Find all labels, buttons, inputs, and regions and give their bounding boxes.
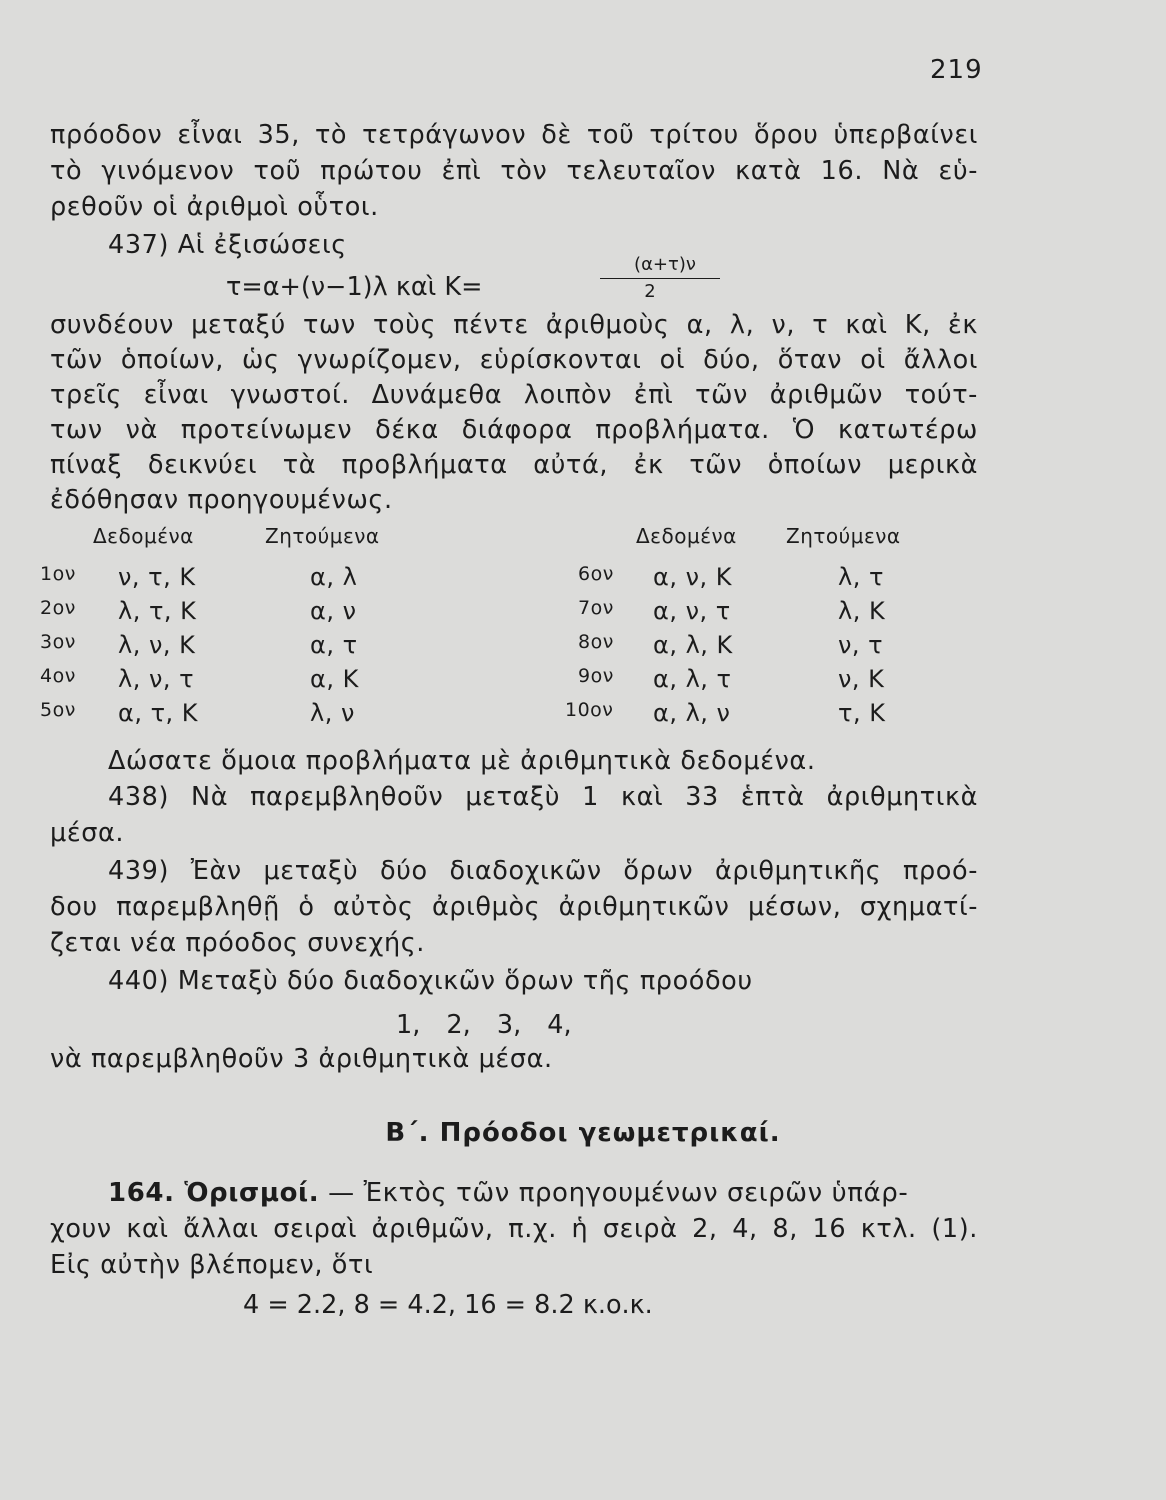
table-row-number: 8ον bbox=[578, 631, 614, 653]
sequence: 1, 2, 3, 4, bbox=[396, 1010, 572, 1040]
table-cell-sought: α, λ bbox=[310, 563, 358, 591]
table-cell-given: α, ν, τ bbox=[653, 597, 731, 625]
text-line: Εἰς αὐτὴν βλέπομεν, ὅτι bbox=[50, 1250, 374, 1280]
table-row-number: 6ον bbox=[578, 563, 614, 585]
equation-fraction bbox=[600, 254, 720, 302]
table-cell-sought: α, τ bbox=[310, 631, 358, 659]
table-cell-sought: ν, τ bbox=[838, 631, 884, 659]
table-cell-sought: λ, Κ bbox=[838, 597, 886, 625]
table-cell-sought: λ, ν bbox=[310, 699, 355, 727]
table-cell-given: ν, τ, Κ bbox=[118, 563, 196, 591]
text-line: δου παρεμβληθῇ ὁ αὐτὸς ἀριθμὸς ἀριθμητικῶν μέσων, σχηματί- bbox=[50, 892, 978, 922]
section-heading bbox=[0, 1118, 1166, 1148]
table-row-number: 10ον bbox=[565, 699, 614, 721]
fraction-bar bbox=[600, 278, 720, 279]
fraction-numerator: (α+τ)ν bbox=[634, 254, 696, 275]
exercise-439: 439) Ἐὰν μεταξὺ δύο διαδοχικῶν ὅρων ἀριθμητικῆς προό- bbox=[108, 856, 978, 886]
fraction-denominator: 2 bbox=[644, 281, 656, 302]
table-header-sought-left: Ζητούμενα bbox=[265, 524, 380, 548]
table-row-number: 7ον bbox=[578, 597, 614, 619]
table-row-number: 1ον bbox=[40, 563, 76, 585]
equation-left: τ=α+(ν−1)λ καὶ Κ= bbox=[226, 272, 483, 302]
text-line: Δώσατε ὅμοια προβλήματα μὲ ἀριθμητικὰ δεδομένα. bbox=[108, 746, 816, 776]
text-line: πρόοδον εἶναι 35, τὸ τετράγωνον δὲ τοῦ τρίτου ὅρου ὑπερβαίνει bbox=[50, 120, 978, 150]
table-cell-sought: λ, τ bbox=[838, 563, 884, 591]
table-row-number: 4ον bbox=[40, 665, 76, 687]
text-line: των νὰ προτείνωμεν δέκα διάφορα προβλήματα. Ὁ κατωτέρω bbox=[50, 415, 978, 445]
text-line: ζεται νέα πρόοδος συνεχής. bbox=[50, 928, 426, 958]
table-row-number: 2ον bbox=[40, 597, 76, 619]
table-cell-given: λ, ν, τ bbox=[118, 665, 195, 693]
table-header-given-right: Δεδομένα bbox=[636, 524, 737, 548]
table-cell-sought: τ, Κ bbox=[838, 699, 886, 727]
table-cell-given: α, ν, Κ bbox=[653, 563, 732, 591]
table-row-number: 5ον bbox=[40, 699, 76, 721]
table-cell-given: α, λ, Κ bbox=[653, 631, 733, 659]
section-heading-text: Β΄. Πρόοδοι γεωμετρικαί. bbox=[385, 1118, 781, 1148]
table-cell-given: λ, ν, Κ bbox=[118, 631, 196, 659]
table-header-given-left: Δεδομένα bbox=[93, 524, 194, 548]
text-line: τὸ γινόμενον τοῦ πρώτου ἐπὶ τὸν τελευταῖον κατὰ 16. Νὰ εὑ- bbox=[50, 156, 978, 186]
table-cell-given: α, λ, τ bbox=[653, 665, 732, 693]
table-cell-given: α, λ, ν bbox=[653, 699, 731, 727]
text-line: ἐδόθησαν προηγουμένως. bbox=[50, 485, 393, 515]
text-line: νὰ παρεμβληθοῦν 3 ἀριθμητικὰ μέσα. bbox=[50, 1044, 553, 1074]
table-cell-sought: α, Κ bbox=[310, 665, 359, 693]
text-line: συνδέουν μεταξύ των τοὺς πέντε ἀριθμοὺς α, λ, ν, τ καὶ Κ, ἐκ bbox=[50, 310, 978, 340]
text-line: μέσα. bbox=[50, 818, 125, 848]
table-cell-given: α, τ, Κ bbox=[118, 699, 199, 727]
table-row-number: 3ον bbox=[40, 631, 76, 653]
table-cell-given: λ, τ, Κ bbox=[118, 597, 197, 625]
page-number: 219 bbox=[930, 55, 983, 85]
text-line: τῶν ὁποίων, ὡς γνωρίζομεν, εὑρίσκονται οἱ δύο, ὅταν οἱ ἄλλοι bbox=[50, 345, 978, 375]
section-164-first-line bbox=[108, 1178, 908, 1208]
exercise-440: 440) Μεταξὺ δύο διαδοχικῶν ὅρων τῆς προόδου bbox=[108, 966, 753, 996]
text-line: χουν καὶ ἄλλαι σειραὶ ἀριθμῶν, π.χ. ἡ σειρὰ 2, 4, 8, 16 κτλ. (1). bbox=[50, 1214, 978, 1244]
table-row-number: 9ον bbox=[578, 665, 614, 687]
text-line: πίναξ δεικνύει τὰ προβλήματα αὐτά, ἐκ τῶν ὁποίων μερικὰ bbox=[50, 450, 978, 480]
exercise-438: 438) Νὰ παρεμβληθοῦν μεταξὺ 1 καὶ 33 ἑπτὰ ἀριθμητικὰ bbox=[108, 782, 978, 812]
table-cell-sought: ν, Κ bbox=[838, 665, 885, 693]
final-equation: 4 = 2.2, 8 = 4.2, 16 = 8.2 κ.ο.κ. bbox=[243, 1290, 653, 1320]
exercise-437-intro: 437) Αἱ ἐξισώσεις bbox=[108, 230, 347, 260]
section-164-text: — Ἐκτὸς τῶν προηγουμένων σειρῶν ὑπάρ- bbox=[319, 1178, 909, 1208]
text-line: τρεῖς εἶναι γνωστοί. Δυνάμεθα λοιπὸν ἐπὶ τῶν ἀριθμῶν τούτ- bbox=[50, 380, 978, 410]
section-164-title: 164. Ὁρισμοί. bbox=[108, 1178, 320, 1208]
table-cell-sought: α, ν bbox=[310, 597, 357, 625]
text-line: ρεθοῦν οἱ ἀριθμοὶ οὗτοι. bbox=[50, 192, 379, 222]
table-header-sought-right: Ζητούμενα bbox=[786, 524, 901, 548]
